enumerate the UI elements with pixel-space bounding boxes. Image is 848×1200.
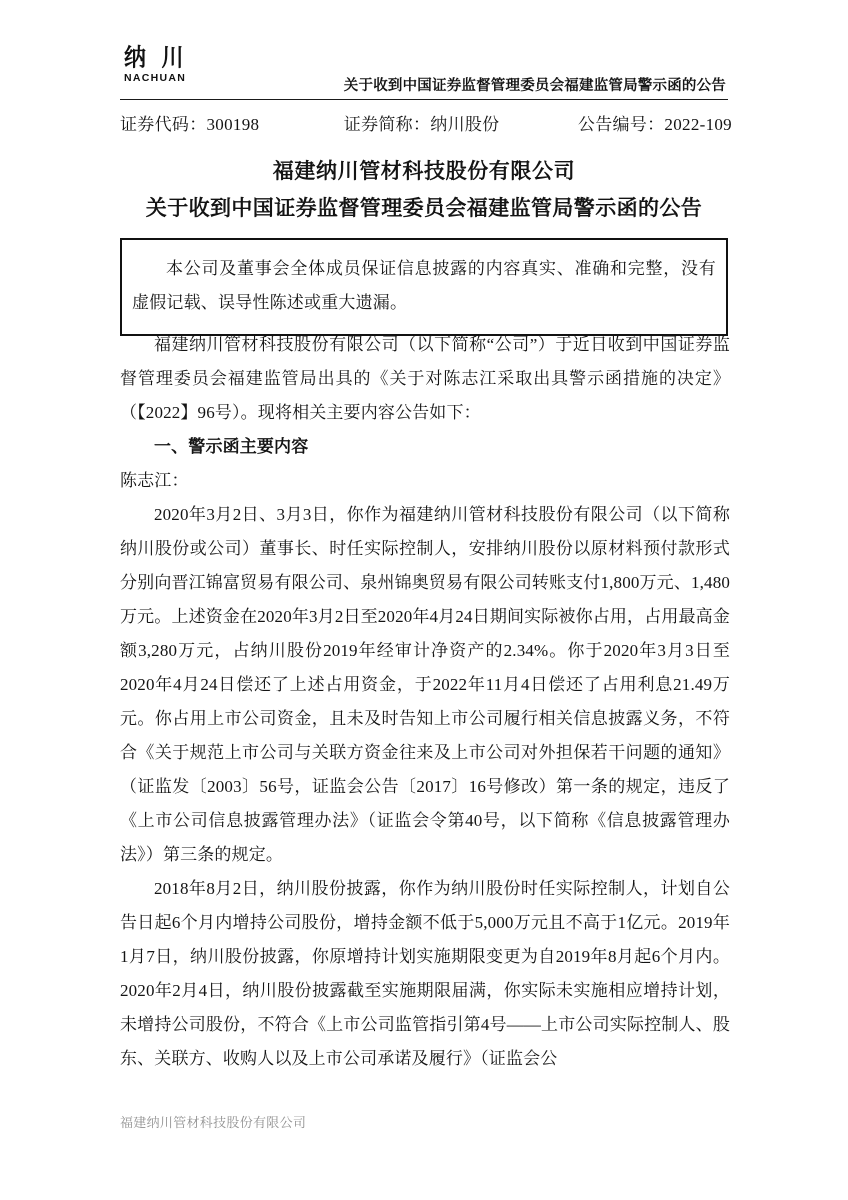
company-title: 福建纳川管材科技股份有限公司 <box>272 159 576 183</box>
page-footer: 福建纳川管材科技股份有限公司 <box>120 1115 307 1130</box>
page-header <box>120 44 728 100</box>
section-heading-1: 一、警示函主要内容 <box>154 437 309 456</box>
disclaimer-text: 本公司及董事会全体成员保证信息披露的内容真实、准确和完整，没有虚假记载、误导性陈述或重大遗漏。 <box>132 259 716 312</box>
intro-paragraph: 福建纳川管材科技股份有限公司（以下简称“公司”）于近日收到中国证券监督管理委员会福建监管局出具的《关于对陈志江采取出具警示函措施的决定》（【2022】96号）。现将相关主要内容公告如下： <box>120 335 730 422</box>
security-info-row <box>120 110 732 135</box>
running-header-title: 关于收到中国证券监督管理委员会福建监管局警示函的公告 <box>343 78 726 94</box>
security-code: 证券代码：300198 <box>120 115 260 134</box>
logo-chinese-text: 纳 川 <box>124 43 189 71</box>
document-body <box>120 328 730 1076</box>
document-title: 关于收到中国证券监督管理委员会福建监管局警示函的公告 <box>145 196 703 220</box>
announcement-number: 公告编号：2022-109 <box>577 115 732 134</box>
addressee-line: 陈志江： <box>120 471 189 490</box>
body-paragraph-2: 2018年8月2日，纳川股份披露，你作为纳川股份时任实际控制人，计划自公告日起6个月内增持公司股份，增持金额不低于5,000万元且不高于1亿元。2019年1月7日，纳川股份披露，你原增持计划实施期限变更为自2019年8月起6个月内。2020年2月4日，纳川股份披露截至实施期限届满，你实际未实施相应增持计划，未增持公司股份，不符合《上市公司监管指引第4号——上市公司实际控制人、股东、关联方、收购人以及上市公司承诺及履行》（证监会公 <box>120 879 730 1068</box>
body-paragraph-1: 2020年3月2日、3月3日，你作为福建纳川管材科技股份有限公司（以下简称纳川股份或公司）董事长、时任实际控制人，安排纳川股份以原材料预付款形式分别向晋江锦富贸易有限公司、泉州锦奥贸易有限公司转账支付1,800万元、1,480万元。上述资金在2020年3月2日至2020年4月24日期间实际被你占用，占用最高金额3,280万元，占纳川股份2019年经审计净资产的2.34%。你于2020年3月3日至2020年4月24日偿还了上述占用资金，于2022年11月4日偿还了占用利息21.49万元。你占用上市公司资金，且未及时告知上市公司履行相关信息披露义务，不符合《关于规范上市公司与关联方资金往来及上市公司对外担保若干问题的通知》（证监发〔2003〕56号，证监会公告〔2017〕16号修改）第一条的规定，违反了《上市公司信息披露管理办法》（证监会令第40号，以下简称《信息披露管理办法》）第三条的规定。 <box>120 505 730 864</box>
disclaimer-box <box>120 238 728 336</box>
security-short-name: 证券简称：纳川股份 <box>343 115 500 134</box>
logo-latin-text: NACHUAN <box>124 72 187 84</box>
company-logo <box>124 43 244 84</box>
